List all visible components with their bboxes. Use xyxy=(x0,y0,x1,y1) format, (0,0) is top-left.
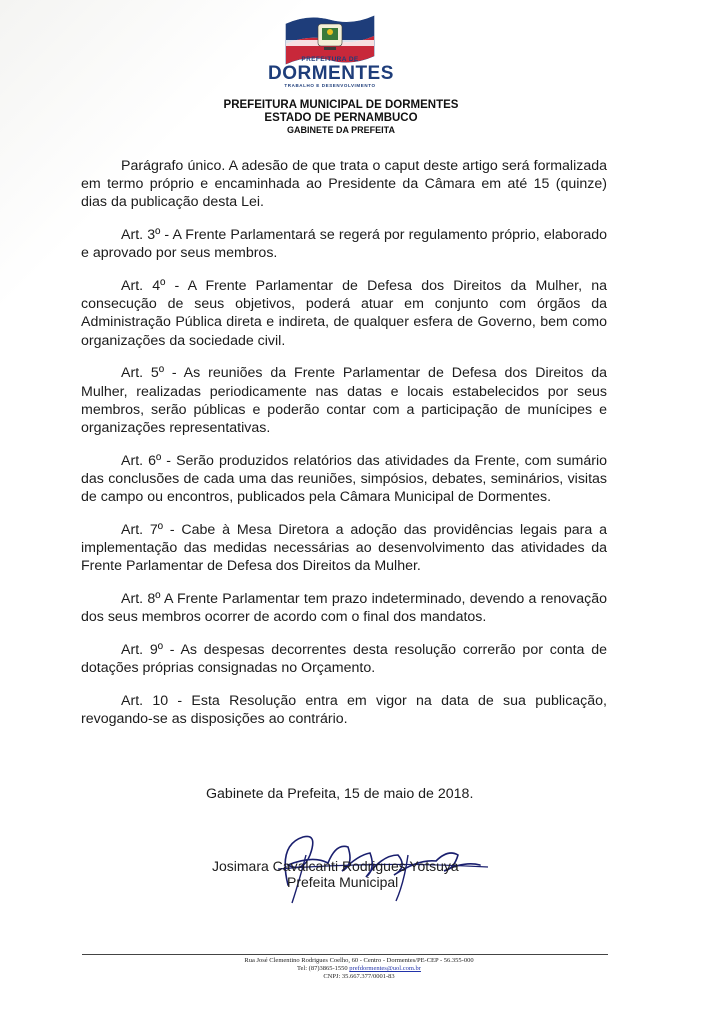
article-8: Art. 8º A Frente Parlamentar tem prazo indeterminado, devendo a renovação dos seus membros ocorrer de acordo com o final dos mandatos. xyxy=(81,590,607,626)
logo-small-text: PREFEITURA DE xyxy=(301,56,359,63)
header-line-3: GABINETE DA PREFEITA xyxy=(286,125,395,135)
article-3: Art. 3º - A Frente Parlamentará se regerá por regulamento próprio, elaborado e aprovado por seus membros. xyxy=(81,227,607,262)
footer-cnpj: CNPJ: 35.667.377/0001-83 xyxy=(323,973,395,980)
date-line: Gabinete da Prefeita, 15 de maio de 2018. xyxy=(206,786,474,802)
signer-name: Josimara Cavalcanti Rodrigues Yotsuya xyxy=(212,858,459,874)
article-6: Art. 6º - Serão produzidos relatórios das atividades da Frente, com sumário das conclusões de cada uma das reuniões, simpósios, debates, seminários, visitas de campo ou encontros, publicados pela Câmara Municipal de Dormentes. xyxy=(81,452,607,506)
article-10: Art. 10 - Esta Resolução entra em vigor na data de sua publicação, revogando-se as disposições ao contrário. xyxy=(81,692,607,727)
article-7: Art. 7º - Cabe à Mesa Diretora a adoção das providências legais para a implementação das medidas necessárias ao desenvolvimento das atividades da Frente Parlamentar de Defesa dos Direitos da Mulher. xyxy=(81,521,607,575)
signer-role: Prefeita Municipal xyxy=(287,874,399,890)
logo-name-text: DORMENTES xyxy=(268,63,394,84)
footer-address: Rua José Clementino Rodrigues Coelho, 60 - Centro - Dormentes/PE-CEP - 56.355-000 xyxy=(244,957,474,964)
logo-tagline-text: TRABALHO E DESENVOLVIMENTO xyxy=(284,83,376,88)
article-5: Art. 5º - As reuniões da Frente Parlamentar de Defesa dos Direitos da Mulher, realizadas periodicamente nas datas e locais estabelecidos por seus membros, serão públicas e poderão contar com a participação de munícipes e organizações representativas. xyxy=(81,365,607,436)
logo-wordmark xyxy=(268,56,392,89)
footer-divider xyxy=(82,954,608,955)
article-9: Art. 9º - As despesas decorrentes desta resolução correrão por conta de dotações próprias consignadas no Orçamento. xyxy=(81,641,607,676)
article-4: Art. 4º - A Frente Parlamentar de Defesa dos Direitos da Mulher, na consecução de seus objetivos, poderá atuar em conjunto com órgãos da Administração Pública direta e indireta, de qualquer esfera de Governo, bem como organizações da sociedade civil. xyxy=(81,278,607,349)
document-body xyxy=(81,157,607,743)
header-line-1: PREFEITURA MUNICIPAL DE DORMENTES xyxy=(223,99,459,111)
footer-email-link[interactable]: prefdormentes@uol.com.br xyxy=(349,965,421,972)
footer-contact xyxy=(0,965,718,973)
paragraph-unico: Parágrafo único. A adesão de que trata o caput deste artigo será formalizada em termo próprio e encaminhada ao Presidente da Câmara em até 15 (quinze) dias da publicação desta Lei. xyxy=(81,158,607,211)
header-line-2: ESTADO DE PERNAMBUCO xyxy=(264,112,418,124)
footer-phone: Tel: (87)3865-1550 xyxy=(297,965,350,972)
